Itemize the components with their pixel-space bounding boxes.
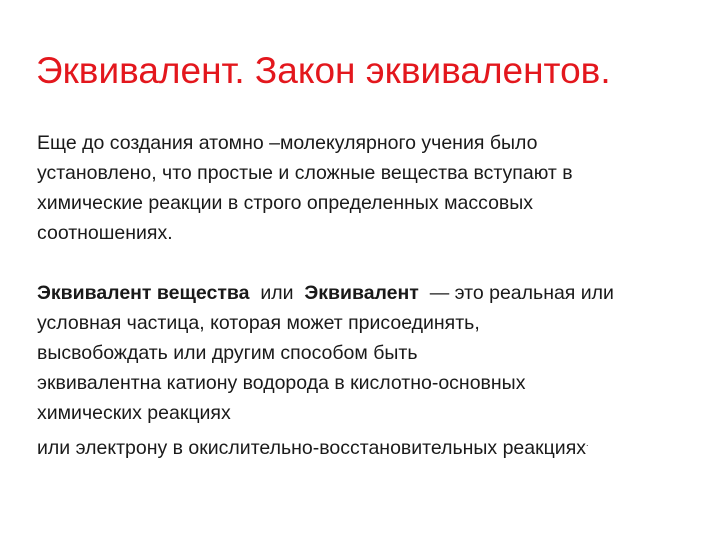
slide-body <box>37 128 697 463</box>
definition-line-1-rest: — это реальная или <box>429 282 614 304</box>
term-equivalent: Эквивалент <box>304 282 419 304</box>
slide-title: Эквивалент. Закон эквивалентов. <box>36 50 611 91</box>
definition-line-6 <box>37 428 697 463</box>
definition-paragraph <box>37 278 697 463</box>
intro-line-1: Еще до создания атомно –молекулярного учения было <box>37 132 538 154</box>
definition-line-5: химических реакциях <box>37 402 231 424</box>
intro-line-4: соотношениях. <box>37 222 173 244</box>
intro-line-2: установлено, что простые и сложные вещества вступают в <box>37 162 573 184</box>
definition-line-1 <box>37 278 697 308</box>
definition-line-4: эквивалентна катиону водорода в кислотно-основных <box>37 372 526 394</box>
definition-line-6-text: или электрону в окислительно-восстановительных реакциях <box>37 437 586 459</box>
paragraph-spacer <box>37 248 697 278</box>
intro-line-3: химические реакции в строго определенных массовых <box>37 192 534 214</box>
term-connector: или <box>260 282 294 304</box>
definition-line-3: высвобождать или другим способом быть <box>37 342 418 364</box>
definition-line-2: условная частица, которая может присоединять, <box>37 312 480 334</box>
definition-end-mark: . <box>586 438 589 448</box>
intro-paragraph <box>37 128 697 248</box>
term-equivalent-of-substance: Эквивалент вещества <box>37 282 250 304</box>
